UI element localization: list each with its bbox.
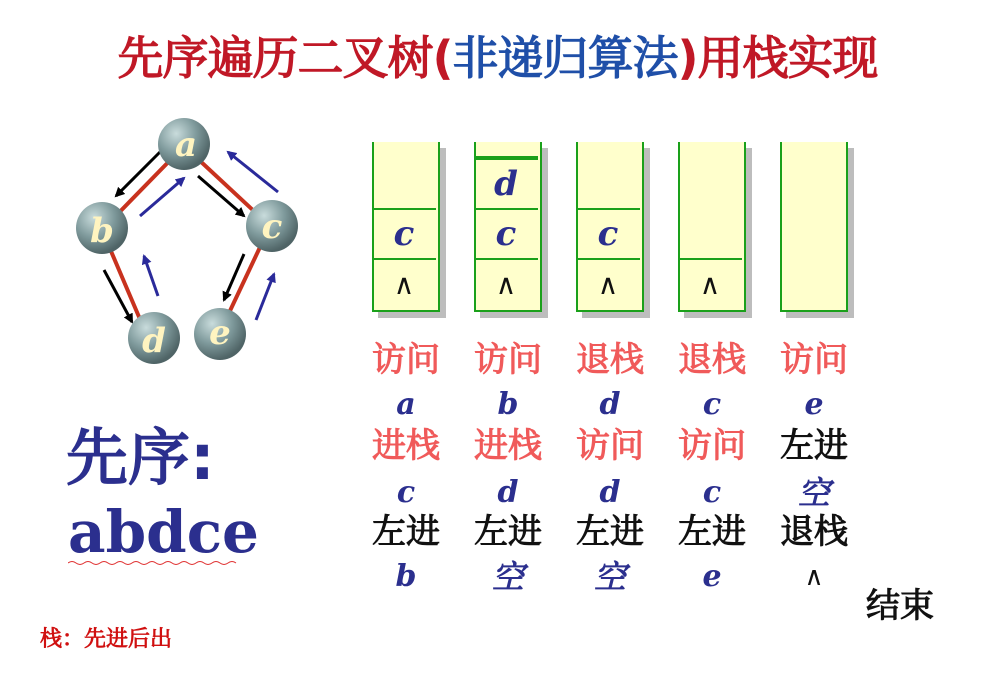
stack-note: 栈：先进后出 xyxy=(40,627,173,652)
step-op: 访问 xyxy=(780,340,848,380)
step-arg: e xyxy=(702,559,722,594)
step-column-1 xyxy=(356,340,456,594)
stack-2 xyxy=(474,142,542,312)
step-column-4 xyxy=(662,340,762,594)
step-arg: b xyxy=(497,387,519,422)
step-arg: d xyxy=(497,475,519,510)
step-arg: d xyxy=(599,475,621,510)
binary-tree-diagram xyxy=(60,110,320,380)
stack-cell: ∧ xyxy=(372,258,436,310)
stack-3 xyxy=(576,142,644,312)
spell-underline xyxy=(68,560,238,566)
tree-node-b xyxy=(76,202,128,254)
step-arg: c xyxy=(396,475,416,510)
step-op: 访问 xyxy=(372,340,440,380)
tree-node-d xyxy=(128,312,180,364)
preorder-sequence: abdce xyxy=(68,498,259,566)
step-arg: c xyxy=(702,475,722,510)
stack-cell: d xyxy=(474,158,538,208)
step-arg: ∧ xyxy=(804,562,824,592)
step-arg: 空 xyxy=(797,474,830,512)
step-arg: 空 xyxy=(491,558,524,596)
stack-cell: ∧ xyxy=(576,258,640,310)
step-op: 左进 xyxy=(678,512,746,552)
step-arg: 空 xyxy=(593,558,626,596)
stack-4 xyxy=(678,142,746,312)
preorder-label: 先序: xyxy=(66,421,215,494)
tree-node-label: a xyxy=(174,125,198,165)
tree-node-label: e xyxy=(209,313,231,353)
step-op: 左进 xyxy=(576,512,644,552)
stack-cell: c xyxy=(372,208,436,258)
step-op: 退栈 xyxy=(780,512,848,552)
title-part1: 先序遍历二叉树( xyxy=(117,31,453,85)
stack-1 xyxy=(372,142,440,312)
tree-node-label: c xyxy=(261,207,283,247)
step-arg: d xyxy=(599,387,621,422)
title-part2: 非递归算法 xyxy=(452,31,678,85)
tree-node-label: b xyxy=(90,211,114,251)
step-op: 退栈 xyxy=(678,340,746,380)
step-op: 左进 xyxy=(780,426,848,466)
page-title xyxy=(0,22,995,88)
step-arg: c xyxy=(702,387,722,422)
stack-cell: c xyxy=(474,208,538,258)
step-arg: b xyxy=(395,559,417,594)
step-op: 进栈 xyxy=(474,426,542,466)
title-part3: )用栈实现 xyxy=(677,31,878,85)
tree-edges xyxy=(102,146,270,338)
end-label: 结束 xyxy=(866,586,934,626)
step-op: 访问 xyxy=(576,426,644,466)
step-arg: e xyxy=(804,387,824,422)
step-arg: a xyxy=(396,387,416,422)
stack-cell: ∧ xyxy=(474,258,538,310)
tree-node-e xyxy=(194,308,246,360)
step-op: 访问 xyxy=(678,426,746,466)
step-column-5 xyxy=(764,340,864,594)
step-op: 退栈 xyxy=(576,340,644,380)
tree-node-c xyxy=(246,200,298,252)
tree-node-a xyxy=(158,118,210,170)
step-op: 进栈 xyxy=(372,426,440,466)
step-op: 左进 xyxy=(372,512,440,552)
stack-cell: c xyxy=(576,208,640,258)
step-op: 访问 xyxy=(474,340,542,380)
stack-5 xyxy=(780,142,848,312)
tree-node-label: d xyxy=(142,321,166,361)
step-column-2 xyxy=(458,340,558,594)
step-column-3 xyxy=(560,340,660,594)
stack-cell: ∧ xyxy=(678,258,742,310)
step-op: 左进 xyxy=(474,512,542,552)
